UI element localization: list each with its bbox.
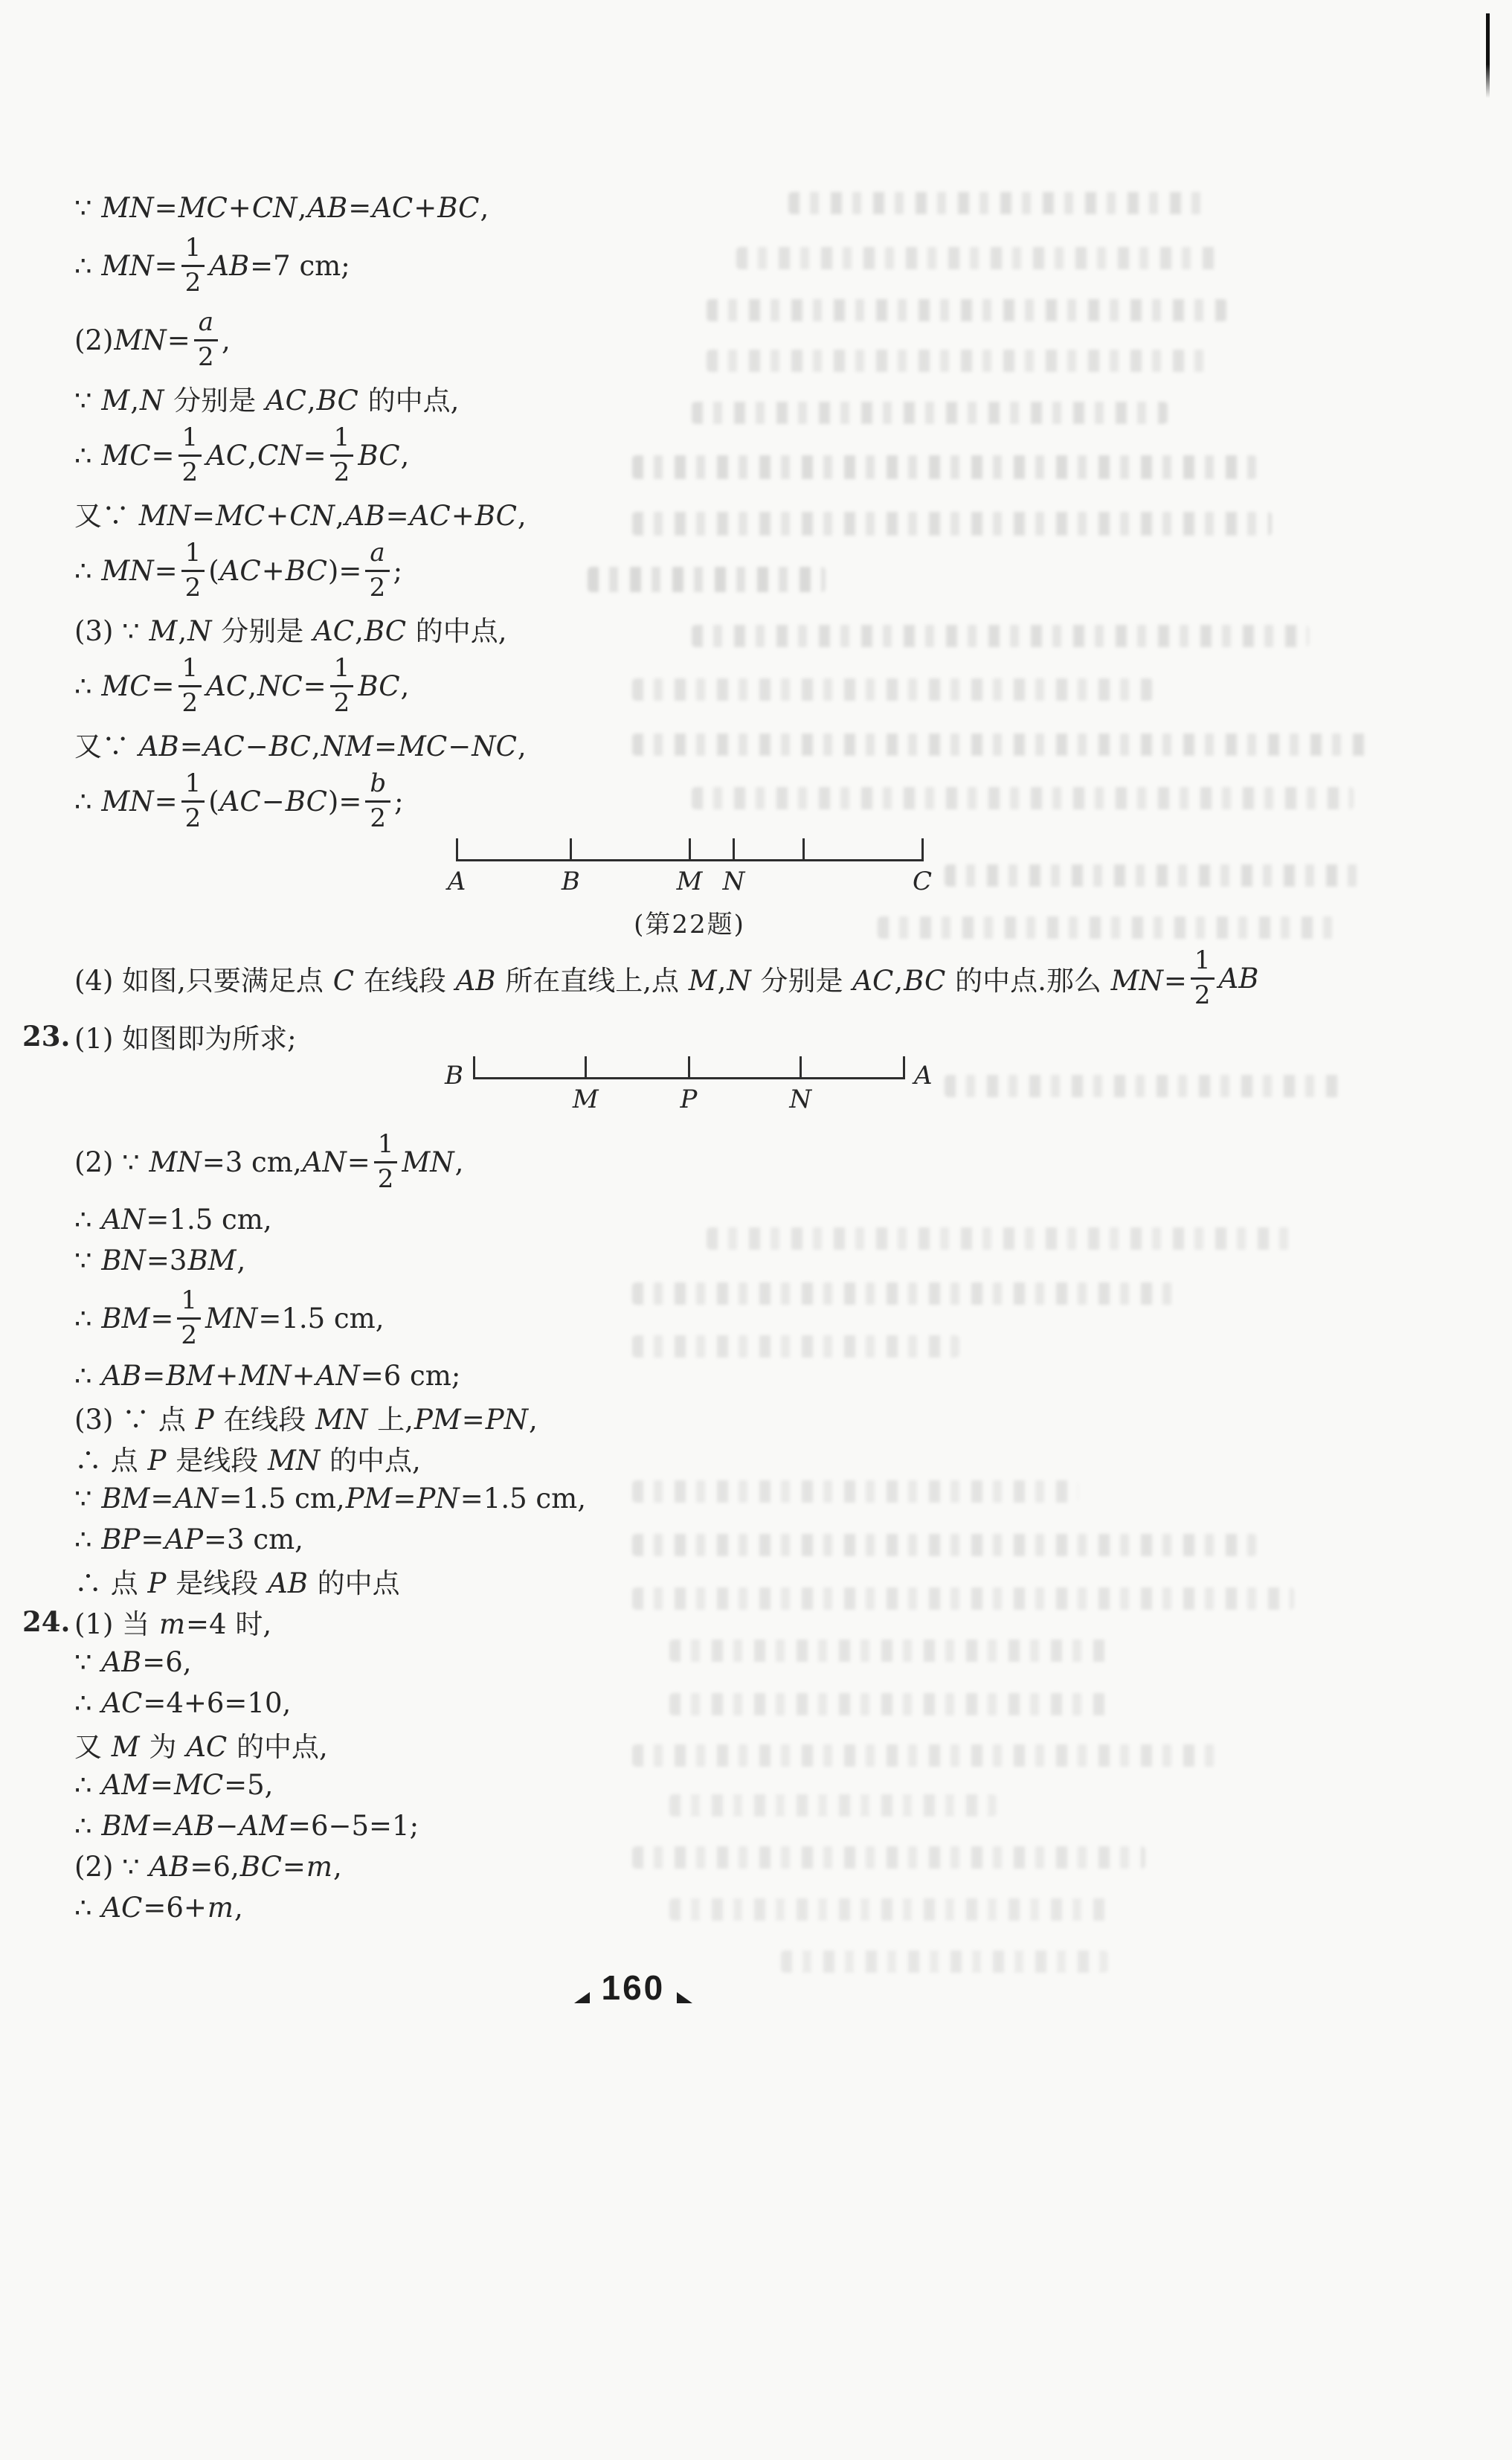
figure-caption: (第22题) <box>634 909 745 940</box>
solution-line <box>74 608 1482 649</box>
fraction-numerator: 1 <box>177 1286 201 1319</box>
math-text: MN=1.5 cm, <box>205 1302 385 1335</box>
math-text: MN, <box>402 1146 464 1178</box>
point-label: B <box>561 867 580 896</box>
math-text: ∴ AC=4+6=10, <box>74 1687 292 1719</box>
solution-line <box>74 764 1482 838</box>
segment-diagram-problem23 <box>445 1056 933 1125</box>
solution-line <box>74 1846 1482 1887</box>
solutions-column <box>22 187 1482 1928</box>
math-text: (2) ∵ AB=6,BC=m, <box>74 1851 342 1883</box>
math-text: ∵ BM=AN=1.5 cm,PM=PN=1.5 cm, <box>74 1483 586 1515</box>
solution-line <box>74 1355 1482 1396</box>
solution-line <box>74 1125 1482 1199</box>
tick-mark <box>802 838 805 861</box>
fraction-numerator: a <box>194 308 218 341</box>
fraction-denominator: 2 <box>184 803 202 833</box>
solution-line <box>74 1683 1482 1724</box>
math-text: (AC+BC)= <box>208 554 362 587</box>
math-text: ∴ BM= <box>74 1302 174 1335</box>
fraction-denominator: 2 <box>181 1320 198 1350</box>
solution-line <box>74 1560 1482 1601</box>
solution-line <box>74 1519 1482 1560</box>
math-text: ∵ M,N 分别是 AC,BC 的中点, <box>74 384 460 417</box>
math-text: (3) ∵ M,N 分别是 AC,BC 的中点, <box>74 614 507 647</box>
fraction-numerator: 1 <box>181 234 205 266</box>
solution-line <box>74 1642 1482 1683</box>
math-text: ∴ MN= <box>74 249 178 282</box>
math-text: ∴ MN= <box>74 785 178 818</box>
point-label: A <box>447 867 466 896</box>
math-text: ∴ MC= <box>74 669 175 702</box>
end-bar <box>473 1056 475 1079</box>
point-label: M <box>676 867 703 896</box>
fraction <box>177 1286 201 1349</box>
solution-line <box>74 533 1482 608</box>
math-text: ; <box>393 554 403 587</box>
math-text: (2) ∵ MN=3 cm,AN= <box>74 1146 370 1178</box>
solution-line <box>74 1396 1482 1437</box>
tick-mark <box>689 838 691 861</box>
tick-mark <box>570 838 572 861</box>
fraction-denominator: 2 <box>198 341 214 372</box>
fraction <box>194 308 218 371</box>
fraction-numerator: a <box>365 539 389 571</box>
math-text: (AC−BC)= <box>208 785 362 818</box>
math-text: , <box>221 324 231 356</box>
point-label: M <box>572 1085 599 1114</box>
solution-line <box>74 303 1482 377</box>
show-through-text <box>781 1950 1108 1973</box>
math-text: AB <box>1218 962 1259 995</box>
page-number <box>574 1968 693 2008</box>
math-text: ∴ MN= <box>74 554 178 587</box>
solution-line <box>22 1015 1482 1056</box>
point-label: N <box>789 1085 812 1114</box>
fraction-denominator: 2 <box>1194 980 1211 1010</box>
solution-line <box>74 1240 1482 1281</box>
point-label: N <box>722 867 745 896</box>
fraction-numerator: 1 <box>178 423 202 456</box>
tick-mark <box>921 838 924 861</box>
math-text: BC, <box>358 669 410 702</box>
math-text: ∴ MC= <box>74 439 175 472</box>
page-number-right-triangle-icon <box>677 1992 692 2003</box>
math-text: (3) ∵ 点 P 在线段 MN 上,PM=PN, <box>74 1403 538 1436</box>
math-text: ∴ AM=MC=5, <box>74 1769 274 1801</box>
point-label: B <box>445 1061 463 1091</box>
fraction-denominator: 2 <box>377 1163 394 1194</box>
fraction <box>365 539 389 602</box>
fraction-denominator: 2 <box>181 457 199 487</box>
math-text: BC, <box>358 439 410 472</box>
math-text: ∴ BM=AB−AM=6−5=1; <box>74 1810 419 1842</box>
fraction-denominator: 2 <box>370 803 387 833</box>
fraction <box>181 769 205 832</box>
solution-line <box>22 1601 1482 1642</box>
solution-line <box>74 377 1482 418</box>
fraction-numerator: 1 <box>178 654 202 687</box>
problem-number: 24. <box>22 1605 71 1638</box>
fraction <box>330 423 354 486</box>
fraction-numerator: b <box>365 769 390 802</box>
math-text: (4) 如图,只要满足点 C 在线段 AB 所在直线上,点 M,N 分别是 AC,BC 的中点.那么 MN= <box>74 965 1187 997</box>
math-text: 又∵ MN=MC+CN,AB=AC+BC, <box>74 499 527 532</box>
solution-line <box>74 1478 1482 1519</box>
solution-line <box>74 1199 1482 1240</box>
page-number-left-triangle-icon <box>574 1992 590 2003</box>
tick-mark <box>800 1056 802 1079</box>
fraction-denominator: 2 <box>181 687 199 718</box>
solution-line <box>74 187 1482 228</box>
solution-line <box>74 723 1482 764</box>
tick-mark <box>456 838 458 861</box>
solution-line <box>74 1437 1482 1478</box>
fraction-denominator: 2 <box>369 572 386 603</box>
solution-line <box>74 941 1482 1015</box>
solution-line <box>74 1764 1482 1805</box>
math-text: ∴ BP=AP=3 cm, <box>74 1523 303 1555</box>
math-text: ∴ 点 P 是线段 AB 的中点 <box>74 1567 400 1599</box>
segment-diagram-problem22 <box>447 838 933 902</box>
page-edge-mark <box>1486 13 1490 98</box>
solution-line <box>74 1281 1482 1355</box>
math-text: AB=7 cm; <box>209 249 350 282</box>
tick-mark <box>688 1056 690 1079</box>
math-text: (1) 如图即为所求; <box>74 1022 297 1055</box>
math-text: 又∵ AB=AC−BC,NM=MC−NC, <box>74 730 527 762</box>
fraction-numerator: 1 <box>181 539 205 571</box>
fraction <box>178 423 202 486</box>
fraction <box>365 769 390 832</box>
fraction-denominator: 2 <box>184 572 202 603</box>
solution-line <box>74 228 1482 303</box>
math-text: ∵ AB=6, <box>74 1646 192 1678</box>
solution-line <box>74 1724 1482 1764</box>
point-label: C <box>912 867 933 896</box>
math-text: AC,CN= <box>206 439 326 472</box>
tick-mark <box>733 838 735 861</box>
math-text: (2)MN= <box>74 324 190 356</box>
fraction <box>374 1130 398 1193</box>
math-text: AC,NC= <box>206 669 326 702</box>
point-label: P <box>680 1085 698 1114</box>
solution-line <box>74 492 1482 533</box>
math-text: ∴ AN=1.5 cm, <box>74 1204 272 1236</box>
fraction-denominator: 2 <box>333 457 350 487</box>
fraction <box>181 539 205 602</box>
end-bar <box>903 1056 905 1079</box>
math-text: ∴ 点 P 是线段 MN 的中点, <box>74 1444 421 1477</box>
math-text: ∴ AC=6+m, <box>74 1892 243 1924</box>
fraction <box>181 234 205 297</box>
math-text: (1) 当 m=4 时, <box>74 1608 272 1640</box>
point-label: A <box>914 1061 933 1091</box>
fraction <box>1191 946 1215 1009</box>
fraction <box>330 654 354 717</box>
fraction-numerator: 1 <box>1191 946 1215 979</box>
tick-mark <box>585 1056 587 1079</box>
fraction <box>178 654 202 717</box>
solution-line <box>74 649 1482 723</box>
page-number-value: 160 <box>601 1968 666 2007</box>
fraction-numerator: 1 <box>330 423 354 456</box>
problem-number: 23. <box>22 1019 71 1053</box>
fraction-denominator: 2 <box>184 267 202 298</box>
math-text: ∵ MN=MC+CN,AB=AC+BC, <box>74 192 489 224</box>
math-text: 又 M 为 AC 的中点, <box>74 1730 328 1763</box>
solution-line <box>74 418 1482 492</box>
math-text: ∴ AB=BM+MN+AN=6 cm; <box>74 1360 461 1392</box>
fraction-numerator: 1 <box>181 769 205 802</box>
math-text: ; <box>394 785 404 818</box>
solution-line <box>74 1805 1482 1846</box>
fraction-denominator: 2 <box>333 687 350 718</box>
fraction-numerator: 1 <box>330 654 354 687</box>
solution-line <box>74 1887 1482 1928</box>
math-text: ∵ BN=3BM, <box>74 1245 246 1276</box>
fraction-numerator: 1 <box>374 1130 398 1163</box>
